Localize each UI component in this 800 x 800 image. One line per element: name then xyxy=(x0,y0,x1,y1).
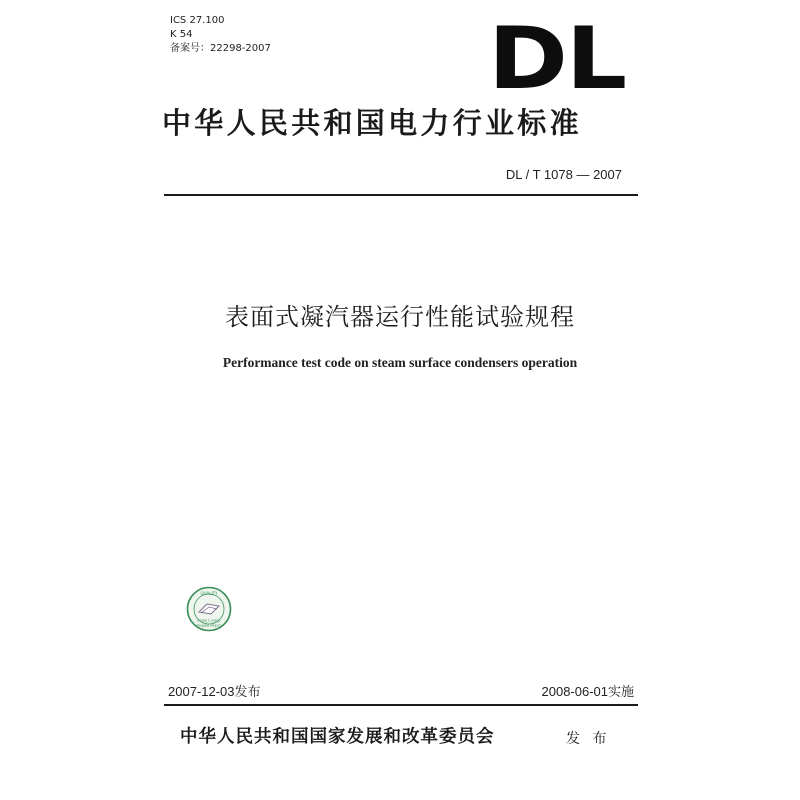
classification-block xyxy=(170,14,271,56)
ics-code: ICS 27.100 xyxy=(170,15,225,26)
record-number: 备案号：22298-2007 xyxy=(170,43,271,54)
badge-text-cn: 中国电力出版社 xyxy=(197,619,221,623)
publish-label: 发 布 xyxy=(566,731,611,747)
implementation-date: 2008-06-01实施 xyxy=(541,684,634,699)
issue-date: 2007-12-03发布 xyxy=(168,684,261,699)
dl-logo: DL xyxy=(488,9,625,109)
publisher-name: 中华人民共和国国家发展和改革委员会 xyxy=(180,727,495,747)
bottom-divider xyxy=(164,704,638,706)
standard-number: DL / T 1078 — 2007 xyxy=(505,167,622,182)
class-code: K 54 xyxy=(170,29,193,40)
badge-text-top: QUALITY xyxy=(200,591,218,596)
top-divider xyxy=(164,194,638,196)
title-chinese: 表面式凝汽器运行性能试验规程 xyxy=(225,303,575,331)
badge-text-bottom: POWER PRESS xyxy=(196,624,222,628)
header-title: 中华人民共和国电力行业标准 xyxy=(162,106,582,140)
quality-seal-icon xyxy=(186,586,232,632)
title-english: Performance test code on steam surface condensers operation xyxy=(222,355,578,370)
